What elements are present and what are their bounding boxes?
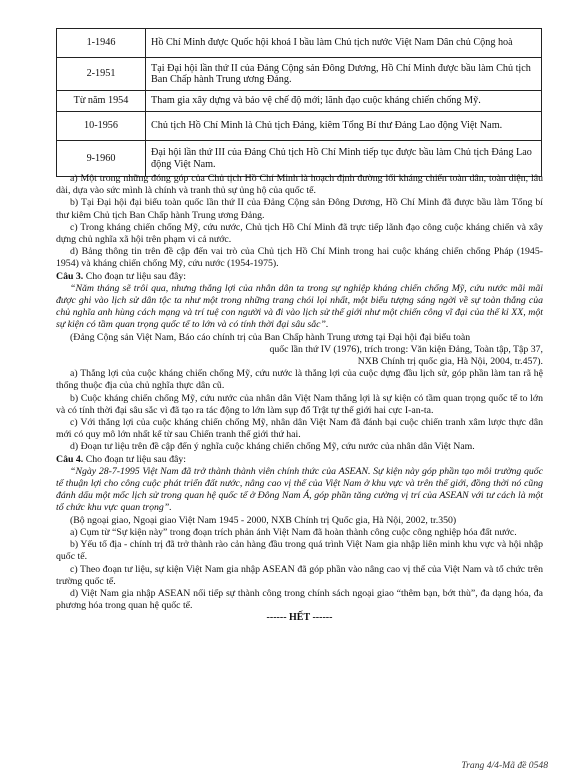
- table-cell-year: 10-1956: [57, 112, 146, 141]
- table-cell-event: Đại hội lần thứ III của Đảng Chủ tịch Hồ Chí Minh tiếp tục được bầu làm Chủ tịch Đảng Lao động Việt Nam.: [146, 141, 542, 177]
- q2-option-b: b) Tại Đại hội đại biểu toàn quốc lần thứ II của Đảng Cộng sản Đông Dương, Hồ Chí Minh đã được bầu làm Tổng bí thư kiêm Chủ tịch Ban Chấp hành Trung ương Đảng.: [56, 197, 543, 221]
- q3-option-a: a) Thắng lợi của cuộc kháng chiến chống Mỹ, cứu nước là thắng lợi của cuộc dựng đầu lịch sử, góp phần làm tan rã hệ thống thuộc địa của chủ nghĩa thực dân cũ.: [56, 368, 543, 392]
- end-mark: ------ HẾT ------: [266, 612, 333, 624]
- table-row: [57, 91, 542, 112]
- q4-option-a: a) Cụm từ “Sự kiện này” trong đoạn trích phản ánh Việt Nam đã hoàn thành công cuộc công nghiệp hóa đất nước.: [70, 526, 517, 538]
- q4-option-b: b) Yếu tố địa - chính trị đã trở thành rào cản hàng đầu trong quá trình Việt Nam gia nhập liên minh khu vực và hội nhập quốc tế.: [56, 539, 543, 563]
- timeline-table: [56, 28, 542, 177]
- q3-option-d: d) Đoạn tư liệu trên đề cập đến ý nghĩa cuộc kháng chiến chống Mỹ, cứu nước của nhân dân Việt Nam.: [70, 441, 475, 453]
- q4-option-c: c) Theo đoạn tư liệu, sự kiện Việt Nam gia nhập ASEAN đã góp phần vào nâng cao vị thế của Việt Nam và tổ chức trên trường quốc tế.: [56, 563, 543, 587]
- table-cell-event: Hồ Chí Minh được Quốc hội khoá I bầu làm Chủ tịch nước Việt Nam Dân chủ Cộng hoà: [146, 29, 542, 58]
- q3-heading: [56, 271, 543, 283]
- exam-body: [56, 173, 543, 625]
- q4-source: (Bộ ngoại giao, Ngoại giao Việt Nam 1945 - 2000, NXB Chính trị Quốc gia, Hà Nội, 2002, tr.350): [70, 514, 457, 526]
- table-cell-year: 2-1951: [57, 58, 146, 91]
- q3-intro: Cho đoạn tư liệu sau đây:: [85, 270, 186, 282]
- table-row: [57, 29, 542, 58]
- table-cell-year: Từ năm 1954: [57, 91, 146, 112]
- q2-option-d: d) Bảng thông tin trên đề cập đến vai trò của Chủ tịch Hồ Chí Minh trong hai cuộc kháng chiến chống Pháp (1945-1954) và kháng chiến chống Mỹ, cứu nước (1954-1975).: [56, 246, 543, 270]
- table-cell-year: 9-1960: [57, 141, 146, 177]
- table-cell-event: Chủ tịch Hồ Chí Minh là Chủ tịch Đảng, kiêm Tổng Bí thư Đảng Lao động Việt Nam.: [146, 112, 542, 141]
- q4-heading: [56, 454, 543, 466]
- q3-title: Câu 3.: [56, 270, 84, 282]
- q3-option-b: b) Cuộc kháng chiến chống Mỹ, cứu nước của nhân dân Việt Nam thắng lợi là sự kiện có tầm quan trọng quốc tế to lớn và có tính thời đại sâu sắc vì đã tạo ra tác động to lớn làm sụp đổ Trật tự thế giới hai cực I-an-ta.: [56, 392, 543, 416]
- q4-option-d: d) Việt Nam gia nhập ASEAN nối tiếp sự thành công trong chính sách ngoại giao “thêm bạn, bớt thù”, đa dạng hóa, đa phương hóa trong quan hệ quốc tế.: [56, 587, 543, 612]
- q3-source-line-1: [56, 332, 543, 344]
- page-footer: Trang 4/4-Mã đề 0548: [461, 760, 548, 771]
- q3-source-line-2: quốc lần thứ IV (1976), trích trong: Văn kiện Đảng, Toàn tập, Tập 37,: [269, 343, 543, 355]
- table-row: [57, 112, 542, 141]
- table-cell-event: Tại Đại hội lần thứ II của Đảng Cộng sản Đông Dương, Hồ Chí Minh được bầu làm Chủ tịch Ban Chấp hành Trung ương Đảng.: [146, 58, 542, 91]
- table-row: [57, 141, 542, 177]
- q2-option-c: c) Trong kháng chiến chống Mỹ, cứu nước, Chủ tịch Hồ Chí Minh đã trực tiếp lãnh đạo công cuộc kháng chiến và xây dựng chủ nghĩa xã hội trên phạm vi cả nước.: [56, 221, 543, 246]
- q3-option-c: c) Với thắng lợi của cuộc kháng chiến chống Mỹ, nhân dân Việt Nam đã đánh bại cuộc chiến tranh xâm lược thực dân mới có quy mô lớn nhất kể từ sau Chiến tranh thế giới thứ hai.: [56, 417, 543, 441]
- q4-intro: Cho đoạn tư liệu sau đây:: [85, 453, 186, 465]
- table-cell-year: 1-1946: [57, 29, 146, 58]
- table-row: [57, 58, 542, 91]
- q3-quote: “Năm tháng sẽ trôi qua, nhưng thắng lợi của nhân dân ta trong sự nghiệp kháng chiến chống Mỹ, cứu nước mãi mãi được ghi vào lịch sử dân tộc ta như một trong những trang chói lọi nhất, một biểu tượng sáng ngời về sự toàn thắng của chủ nghĩa anh hùng cách mạng và trí tuệ con người và đi vào lịch sử thế giới như một chiến công vĩ đại của thế kỉ XX, một sự kiện có tầm quan trọng quốc tế to lớn và có tính thời đại sâu sắc”.: [56, 282, 543, 331]
- q4-quote: “Ngày 28-7-1995 Việt Nam đã trở thành thành viên chính thức của ASEAN. Sự kiện này góp phần tạo môi trường quốc tế thuận lợi cho công cuộc phát triển đất nước, nâng cao vị thế của Việt Nam ở khu vực và trên thế giới, đồng thời nó cũng đánh dấu một mốc lịch sử trong quan hệ quốc tế ở Đông Nam Á, góp phần tăng cường vị trí của ASEAN với tư cách là một tổ chức khu vực quan trọng”.: [56, 465, 543, 514]
- q3-source-line-3: NXB Chính trị quốc gia, Hà Nội, 2004, tr.457).: [357, 356, 543, 368]
- q2-option-a: a) Một trong những đóng góp của Chủ tịch Hồ Chí Minh là hoạch định đường lối kháng chiến toàn dân, toàn diện, lâu dài, dựa vào sức mình là chính và tranh thủ sự ủng hộ của quốc tế.: [56, 173, 543, 197]
- table-cell-event: Tham gia xây dựng và bảo vệ chế độ mới; lãnh đạo cuộc kháng chiến chống Mỹ.: [146, 91, 542, 112]
- q4-title: Câu 4.: [56, 453, 84, 465]
- q3-source-text: (Đảng Cộng sản Việt Nam, Báo cáo chính trị của Ban Chấp hành Trung ương tại Đại hội đại biểu toàn: [70, 331, 471, 343]
